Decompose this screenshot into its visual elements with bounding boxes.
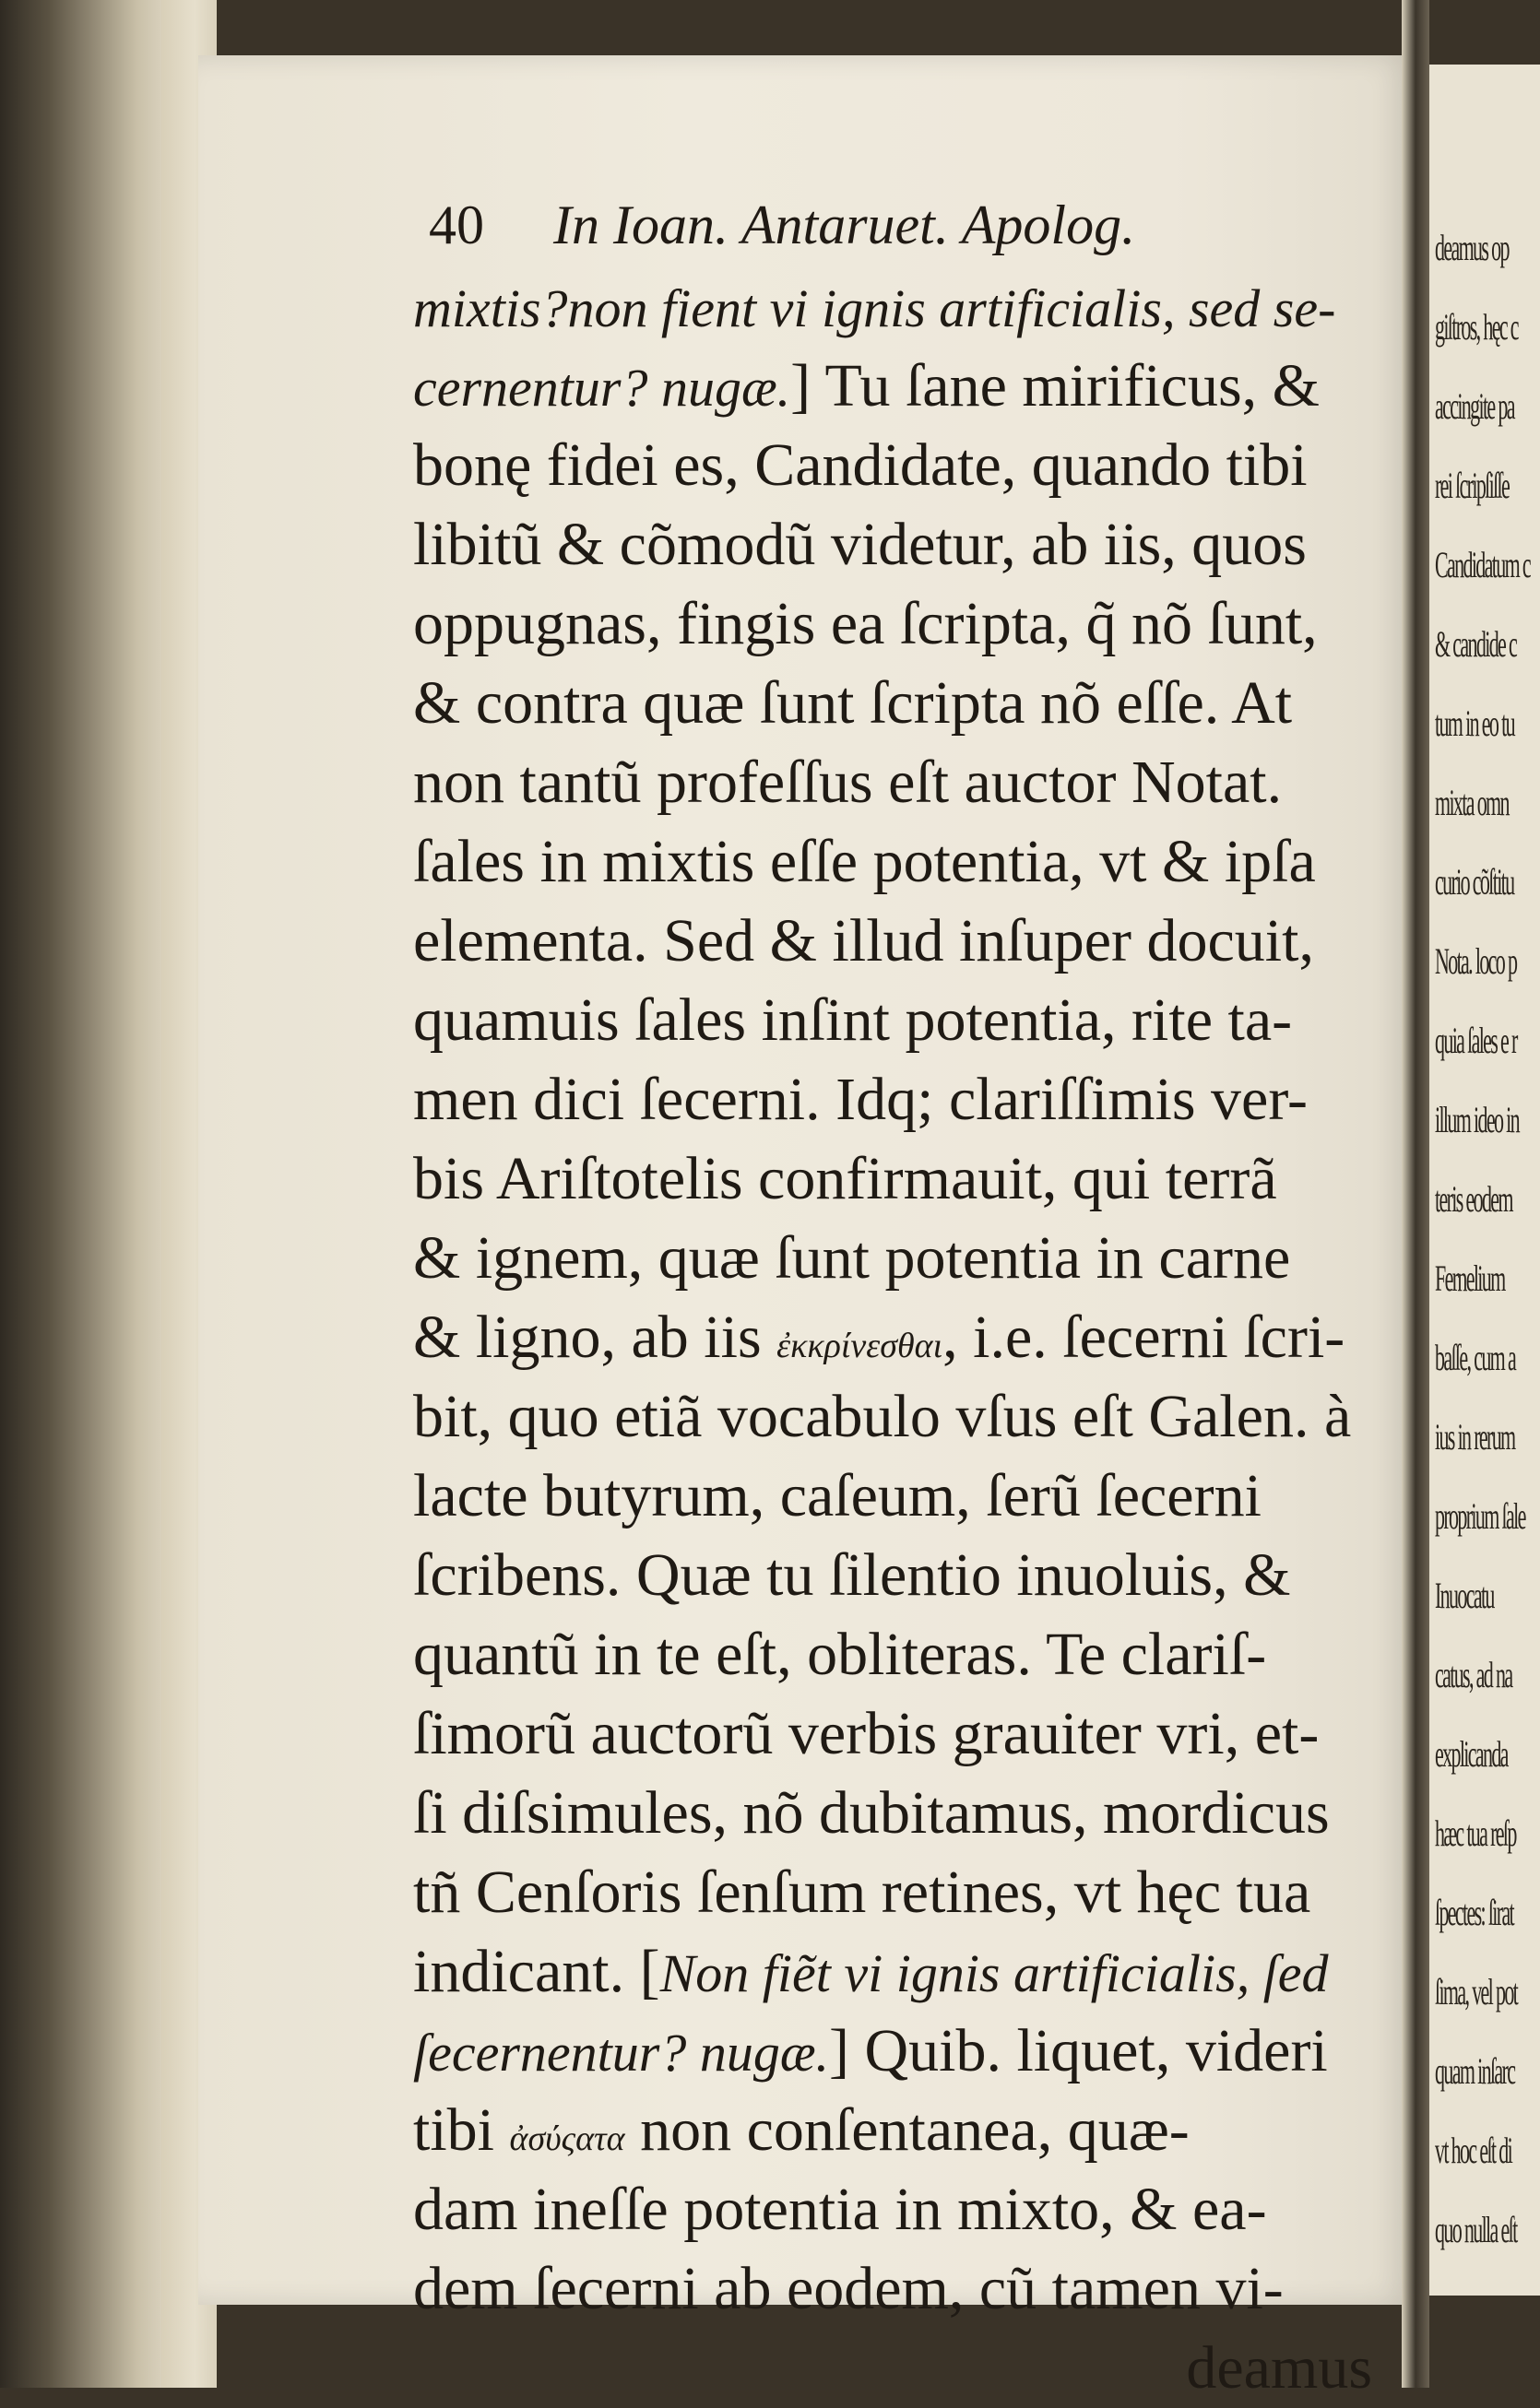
facing-page-fragment: deamus op (1435, 227, 1509, 268)
catchword: deamus (1186, 2334, 1372, 2402)
text-line (413, 1774, 1372, 1853)
text-line (413, 584, 1372, 664)
text-line (413, 1298, 1372, 1377)
text-segment: & contra quæ ſunt ſcripta nõ eſſe. At (413, 669, 1293, 737)
italic-text: mixtis?non fient vi ignis artificialis, sed se- (413, 278, 1336, 338)
text-line (413, 1377, 1372, 1457)
facing-page-fragment: ſima, vel pot (1435, 1971, 1518, 2013)
text-line (413, 2091, 1372, 2170)
text-line (413, 2012, 1372, 2091)
text-segment: ſimorũ auctorũ verbis grauiter vri, et- (413, 1700, 1320, 1767)
text-segment: indicant. [ (413, 1938, 660, 2005)
facing-page-fragment: accingite pa (1435, 385, 1514, 427)
facing-page-fragment: baſſe, cum a (1435, 1337, 1516, 1378)
italic-text: ſecernentur? nugæ. (413, 2023, 830, 2083)
facing-page-fragment: catus, ad na (1435, 1654, 1512, 1695)
text-line (413, 505, 1372, 584)
greek-word: ἀσύςατα (509, 2119, 625, 2158)
text-segment: ] Tu ſane mirificus, & (790, 352, 1320, 419)
gutter (1402, 0, 1429, 2388)
text-segment: bonę fidei es, Candidate, quando tibi (413, 431, 1308, 499)
text-segment: quamuis ſales inſint potentia, rite ta- (413, 986, 1293, 1054)
text-line (413, 267, 1372, 347)
facing-page-fragment: proprium ſale (1435, 1495, 1525, 1537)
text-line (413, 1615, 1372, 1694)
facing-page-fragment: quo nulla eſt (1435, 2209, 1517, 2250)
text-line (413, 981, 1372, 1060)
facing-page-fragment: Candidatum c (1435, 544, 1531, 585)
facing-page-fragment: illum ideo in (1435, 1099, 1519, 1140)
text-segment: ſcribens. Quæ tu ſilentio inuoluis, & (413, 1541, 1291, 1609)
text-segment: ] Quib. liquet, videri (829, 2017, 1328, 2084)
facing-page-fragment: rei ſcripſiſſe (1435, 465, 1510, 506)
text-line (413, 1536, 1372, 1615)
facing-page-fragment: quam inſarc (1435, 2050, 1515, 2092)
text-segment: bis Ariſtotelis confirmauit, qui terrã (413, 1145, 1277, 1212)
text-segment: tñ Cenſoris ſenſum retines, vt hęc tua (413, 1859, 1311, 1926)
text-segment: non conſentanea, quæ- (624, 2096, 1190, 2164)
facing-page-fragment: explicanda (1435, 1733, 1508, 1775)
facing-page-fragment: tum in eo tu (1435, 702, 1514, 744)
facing-page (1429, 65, 1540, 2296)
text-segment: bit, quo etiã vocabulo vſus eſt Galen. à (413, 1383, 1352, 1450)
text-segment: dem ſecerni ab eodem, cũ tamen vi- (413, 2255, 1284, 2322)
facing-page-fragment: vt hoc eſt di (1435, 2130, 1512, 2171)
text-segment: quantũ in te eſt, obliteras. Te clariſ- (413, 1621, 1267, 1688)
facing-page-fragment: curio cõſtitu (1435, 861, 1514, 903)
text-line (413, 822, 1372, 902)
text-segment: & ignem, quæ ſunt potentia in carne (413, 1224, 1291, 1292)
text-line (413, 1457, 1372, 1536)
text-line (413, 2249, 1372, 2329)
text-line (413, 664, 1372, 743)
facing-page-fragment: Nota. loco p (1435, 940, 1517, 982)
italic-text: Non fiẽt vi ignis artificialis, ſed (659, 1943, 1329, 2003)
text-segment: libitũ & cõmodũ videtur, ab iis, quos (413, 511, 1307, 578)
facing-page-fragment: ius in rerum (1435, 1416, 1515, 1458)
body-text (413, 267, 1372, 2408)
page-number: 40 (429, 195, 484, 255)
facing-page-fragment: Fernelium (1435, 1257, 1505, 1299)
facing-page-fragment: ſpectes: ſirat (1435, 1892, 1514, 1933)
book-binding (0, 0, 161, 2388)
text-line (413, 1694, 1372, 1774)
text-line (413, 1853, 1372, 1932)
text-line (413, 902, 1372, 981)
facing-page-fragment: & candide c (1435, 623, 1517, 665)
running-title: In Ioan. Antaruet. Apolog. (553, 195, 1136, 255)
text-segment: ſales in mixtis eſſe potentia, vt & ipſa (413, 828, 1316, 895)
text-line (413, 1219, 1372, 1298)
facing-page-fragment: mixta omn (1435, 782, 1509, 823)
facing-page-fragment: teris eodem (1435, 1178, 1512, 1220)
facing-page-fragment: hæc tua reſp (1435, 1812, 1516, 1854)
text-segment: lacte butyrum, caſeum, ſerũ ſecerni (413, 1462, 1262, 1529)
text-segment: non tantũ profeſſus eſt auctor Notat. (413, 749, 1283, 816)
facing-page-fragment: giſtros, hęc c (1435, 306, 1518, 348)
text-segment: tibi (413, 2096, 510, 2164)
text-segment: men dici ſecerni. Idq; clariſſimis ver- (413, 1066, 1308, 1133)
text-segment: dam ineſſe potentia in mixto, & ea- (413, 2176, 1267, 2243)
text-line (413, 1139, 1372, 1219)
text-line (413, 2170, 1372, 2249)
italic-text: cernentur? nugæ. (413, 358, 791, 418)
text-line (413, 1060, 1372, 1139)
text-segment: oppugnas, fingis ea ſcripta, q̃ nõ ſunt, (413, 590, 1318, 657)
greek-word: ἐκκρίνεσθαι (776, 1327, 943, 1365)
running-header (429, 194, 1135, 257)
text-segment: , i.e. ſecerni ſcri- (942, 1304, 1345, 1371)
facing-page-fragment: Inuocatu (1435, 1575, 1494, 1616)
text-line (413, 743, 1372, 822)
text-line (413, 1932, 1372, 2012)
text-segment: elementa. Sed & illud inſuper docuit, (413, 907, 1314, 974)
text-segment: & ligno, ab iis (413, 1304, 777, 1371)
text-line (413, 347, 1372, 426)
text-segment: ſi diſsimules, nõ dubitamus, mordicus (413, 1779, 1330, 1847)
text-line (413, 426, 1372, 505)
facing-page-fragment: quia ſales e r (1435, 1020, 1517, 1061)
